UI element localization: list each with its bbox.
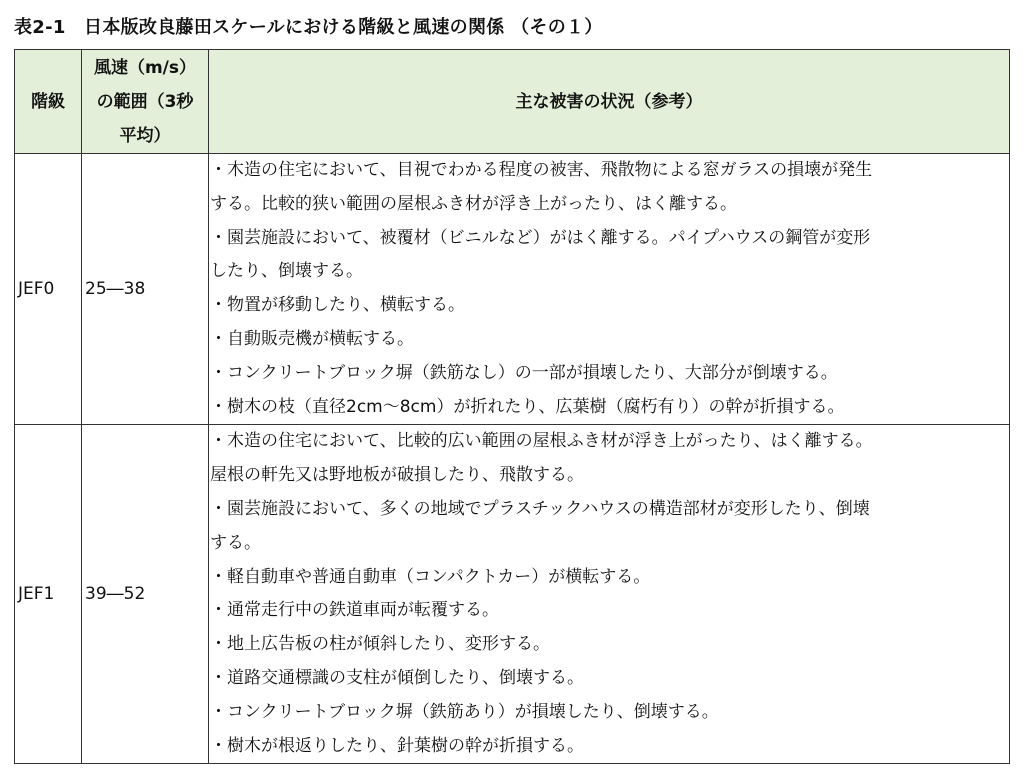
damage-line: ・園芸施設において、被覆材（ビニルなど）がはく離する。パイプハウスの鋼管が変形 bbox=[210, 227, 871, 248]
damage-line: する。 bbox=[210, 532, 261, 553]
wind-speed-cell: 25―38 bbox=[82, 154, 209, 425]
damage-cell bbox=[209, 154, 1010, 425]
damage-line: したり、倒壊する。 bbox=[210, 261, 363, 282]
grade-cell: JEF1 bbox=[15, 425, 82, 764]
table-row bbox=[15, 425, 1010, 764]
damage-line: ・樹木が根返りしたり、針葉樹の幹が折損する。 bbox=[210, 735, 584, 756]
damage-line: ・道路交通標識の支柱が傾倒したり、倒壊する。 bbox=[210, 667, 584, 688]
header-wind-line: の範囲（3秒 bbox=[96, 91, 194, 112]
damage-line: ・木造の住宅において、比較的広い範囲の屋根ふき材が浮き上がったり、はく離する。 bbox=[210, 431, 873, 452]
damage-line: ・物置が移動したり、横転する。 bbox=[210, 295, 465, 316]
damage-cell bbox=[209, 425, 1010, 764]
damage-line: ・軽自動車や普通自動車（コンパクトカー）が横転する。 bbox=[210, 566, 651, 587]
header-grade: 階級 bbox=[15, 50, 82, 154]
damage-line: ・通常走行中の鉄道車両が転覆する。 bbox=[210, 600, 499, 621]
wind-speed-cell: 39―52 bbox=[82, 425, 209, 764]
header-damage: 主な被害の状況（参考） bbox=[209, 50, 1010, 154]
damage-line: ・木造の住宅において、目視でわかる程度の被害、飛散物による窓ガラスの損壊が発生 bbox=[210, 160, 873, 180]
damage-line: ・園芸施設において、多くの地域でプラスチックハウスの構造部材が変形したり、倒壊 bbox=[210, 498, 870, 519]
damage-line: ・自動販売機が横転する。 bbox=[210, 328, 414, 349]
header-wind-line: 平均） bbox=[119, 125, 171, 146]
damage-line: ・コンクリートブロック塀（鉄筋なし）の一部が損壊したり、大部分が倒壊する。 bbox=[210, 362, 838, 383]
grade-cell: JEF0 bbox=[15, 154, 82, 425]
header-row bbox=[15, 50, 1010, 154]
table-row bbox=[15, 154, 1010, 425]
table-caption: 表2-1 日本版改良藤田スケールにおける階級と風速の関係 （その１） bbox=[14, 17, 603, 38]
header-wind-line: 風速（m/s） bbox=[93, 57, 197, 78]
damage-line: ・樹木の枝（直径2cm～8cm）が折れたり、広葉樹（腐朽有り）の幹が折損する。 bbox=[210, 396, 845, 417]
header-wind-speed bbox=[82, 50, 209, 154]
damage-line: ・地上広告板の柱が傾斜したり、変形する。 bbox=[210, 634, 550, 655]
damage-line: する。比較的狭い範囲の屋根ふき材が浮き上がったり、はく離する。 bbox=[210, 193, 737, 214]
jef-scale-table bbox=[14, 49, 1010, 764]
damage-line: ・コンクリートブロック塀（鉄筋あり）が損壊したり、倒壊する。 bbox=[210, 701, 719, 722]
damage-line: 屋根の軒先又は野地板が破損したり、飛散する。 bbox=[210, 465, 584, 486]
